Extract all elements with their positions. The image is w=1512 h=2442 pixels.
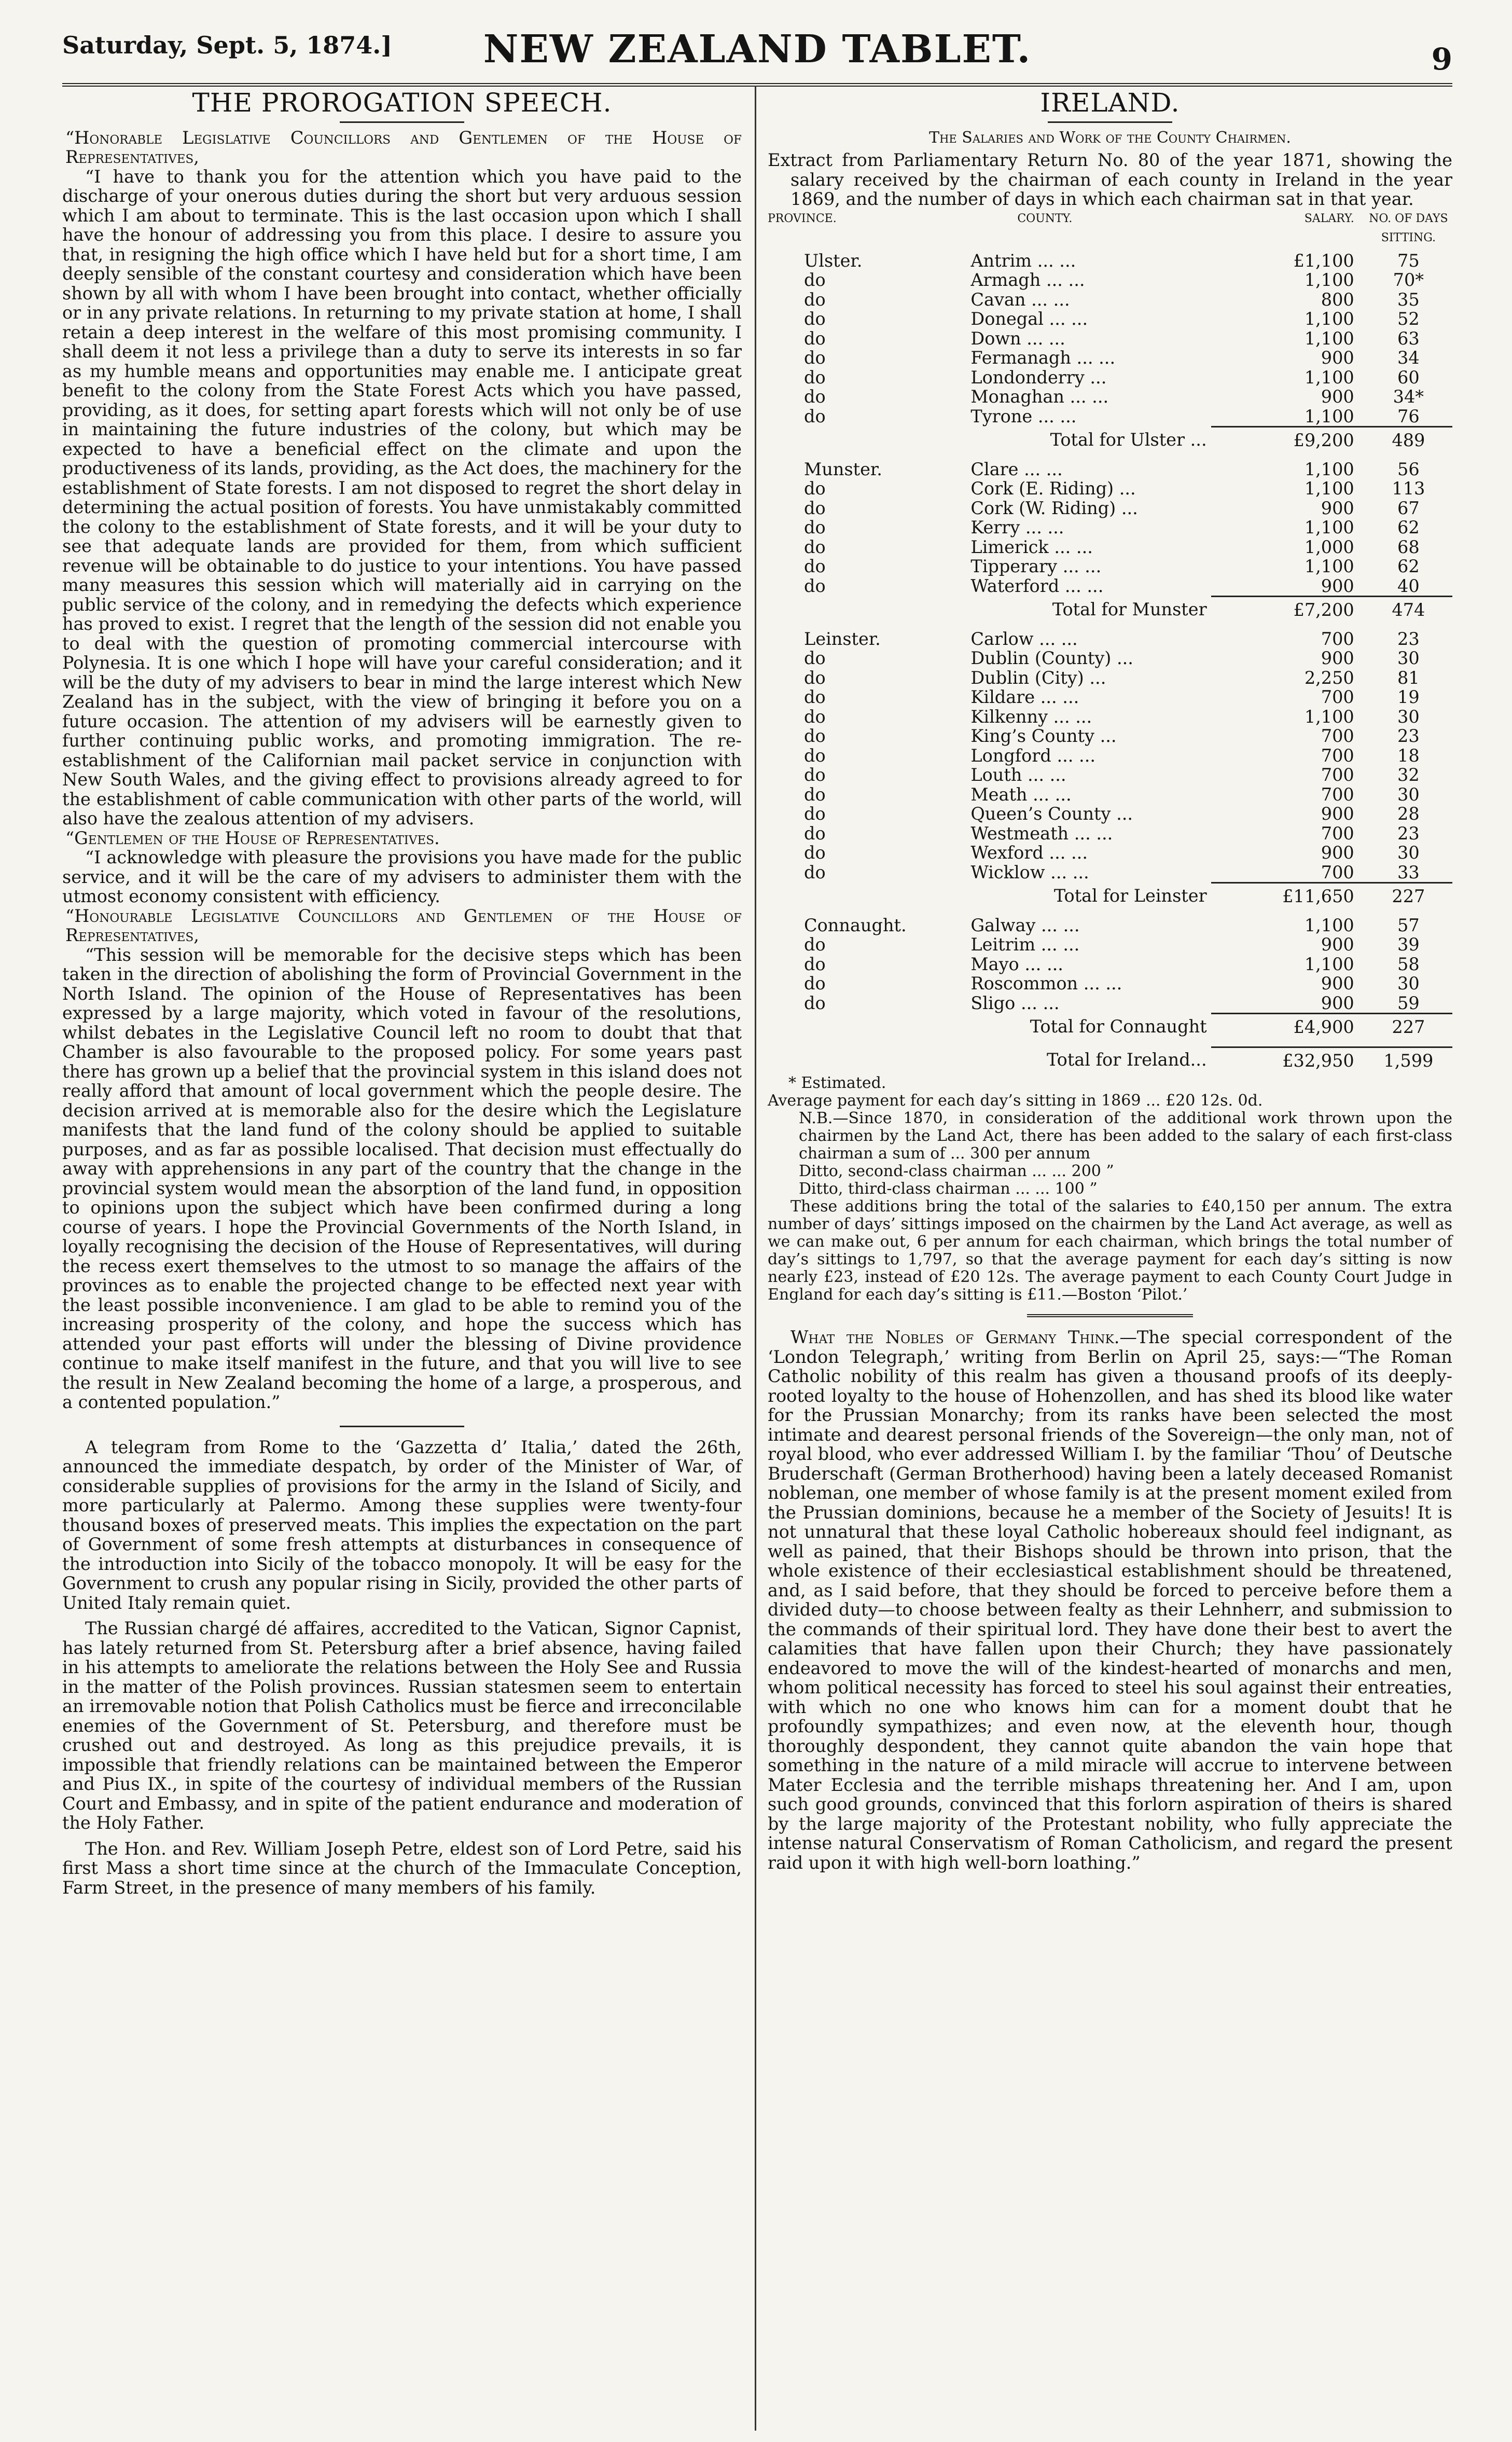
province-cell: do <box>804 498 826 518</box>
province-cell: do <box>804 667 826 688</box>
province-cell: do <box>804 934 826 955</box>
address-councillors-2: “Honourable Legislative Councillors and Gentlemen of the House of Representatives, <box>65 905 742 945</box>
salary-cell: £1,100 <box>1293 250 1354 271</box>
days-cell: 57 <box>1397 915 1420 935</box>
salary-cell: 900 <box>1321 804 1354 824</box>
issue-date: Saturday, Sept. 5, 1874.] <box>62 31 393 59</box>
province-cell: do <box>804 954 826 974</box>
province-cell: do <box>804 706 826 727</box>
table-row <box>768 687 1452 707</box>
days-cell: 56 <box>1397 459 1420 479</box>
province-total-row <box>768 427 1452 460</box>
extract-intro: Extract from Parliamentary Return No. 80 of the year 1871, showing the salary received by the chairman of each county in Ireland in the year 1869, and the number of days in which each chairman sat in that year. <box>768 150 1452 209</box>
address-councillors: “Honorable Legislative Councillors and Gentlemen of the House of Representatives, <box>65 127 742 167</box>
salary-cell: 900 <box>1321 973 1354 994</box>
total-salary: £9,200 <box>1211 427 1365 460</box>
salary-cell: 1,000 <box>1304 536 1354 557</box>
days-cell: 113 <box>1392 478 1425 499</box>
table-row <box>768 994 1452 1014</box>
province-total-row <box>768 1014 1452 1047</box>
province-cell: do <box>804 289 826 310</box>
days-cell: 32 <box>1397 765 1420 785</box>
days-cell: 18 <box>1397 745 1420 766</box>
county-cell: Louth ... ... <box>970 765 1066 785</box>
table-row <box>768 499 1452 518</box>
days-cell: 30 <box>1397 843 1420 863</box>
table-row <box>768 629 1452 649</box>
address-representatives: “Gentlemen of the House of Representatives. <box>65 827 440 848</box>
province-cell: do <box>804 862 826 882</box>
days-cell: 81 <box>1397 667 1420 688</box>
county-cell: Donegal ... ... <box>970 309 1088 329</box>
salary-cell: 700 <box>1321 862 1354 882</box>
table-row <box>768 251 1452 271</box>
days-cell: 30 <box>1397 706 1420 727</box>
days-cell: 76 <box>1397 406 1420 426</box>
salary-cell: 1,100 <box>1304 309 1354 329</box>
masthead <box>62 16 1452 83</box>
county-cell: Wicklow ... ... <box>970 862 1089 882</box>
province-total-row <box>768 597 1452 629</box>
county-cell: Londonderry ... <box>970 367 1107 388</box>
province-cell: do <box>804 406 826 426</box>
table-row <box>768 649 1452 668</box>
county-cell: Dublin (City) ... <box>970 667 1106 688</box>
table-row <box>768 290 1452 310</box>
days-cell: 40 <box>1397 575 1420 596</box>
province-cell: do <box>804 648 826 668</box>
days-cell: 52 <box>1397 309 1420 329</box>
county-cell: Kilkenny ... ... <box>970 706 1092 727</box>
days-cell: 62 <box>1397 517 1420 537</box>
salary-cell: 1,100 <box>1304 367 1354 388</box>
salaries-table <box>768 209 1452 1080</box>
province-cell: do <box>804 556 826 576</box>
table-row <box>768 368 1452 388</box>
county-cell: Limerick ... ... <box>970 536 1093 557</box>
right-column <box>768 88 1452 1873</box>
salary-cell: 1,100 <box>1304 270 1354 290</box>
salary-cell: 700 <box>1321 726 1354 746</box>
province-cell: do <box>804 726 826 746</box>
table-row <box>768 557 1452 576</box>
days-cell: 39 <box>1397 934 1420 955</box>
province-cell: do <box>804 804 826 824</box>
ireland-total-days: 1,599 <box>1365 1047 1452 1080</box>
salary-cell: 1,100 <box>1304 915 1354 935</box>
section-rule <box>1048 121 1172 123</box>
days-cell: 68 <box>1397 536 1420 557</box>
section-rule <box>1027 1314 1193 1317</box>
county-cell: Waterford ... ... <box>970 575 1104 596</box>
ireland-total-salary: £32,950 <box>1211 1047 1365 1080</box>
county-cell: Dublin (County) ... <box>970 648 1133 668</box>
days-cell: 30 <box>1397 973 1420 994</box>
table-row <box>768 765 1452 785</box>
estimated-note: * Estimated. <box>788 1074 886 1092</box>
table-row <box>768 804 1452 824</box>
days-cell: 70* <box>1393 270 1424 290</box>
province-cell: Leinster. <box>804 628 881 649</box>
county-cell: King’s County ... <box>970 726 1117 746</box>
salary-cell: 700 <box>1321 823 1354 844</box>
salary-cell: 1,100 <box>1304 478 1354 499</box>
section-rule <box>340 121 464 123</box>
table-row <box>768 309 1452 329</box>
county-cell: Cavan ... ... <box>970 289 1070 310</box>
county-cell: Clare ... ... <box>970 459 1063 479</box>
days-cell: 59 <box>1397 992 1420 1013</box>
table-row <box>768 537 1452 557</box>
county-cell: Cork (W. Riding) ... <box>970 498 1138 518</box>
total-salary: £4,900 <box>1211 1014 1365 1047</box>
table-row <box>768 387 1452 407</box>
province-cell: do <box>804 328 826 349</box>
speech-paragraph-1: “I have to thank you for the attention which you have paid to the discharge of your onerous duties during the short but very arduous session which I am about to terminate. This is the last occasion upon which I shall have the honour of addressing you from this place. I desire to assure you that, in resigning the high office which I have held but for a short time, I am deeply sensible of the constant courtesy and consideration which have been shown by all with whom I have been brought into contact, whether officially or in any private relations. In returning to my private station at home, I shall retain a deep interest in the welfare of this most promising community. I shall deem it not less a privilege than a duty to serve its interests in so far as my humble means and opportunities may enable me. I anticipate great benefit to the colony from the State Forest Acts which you have passed, providing, as it does, for setting apart forests which will not only be of use in maintaining the future industries of the colony, but which may be expected to have a beneficial effect on the climate and upon the productiveness of its lands, providing, as the Act does, the machinery for the establishment of State forests. I am not disposed to regret the short delay in determining the actual position of forests. You have unmistakably committed the colony to the establishment of State forests, and it will be your duty to see that adequate lands are provided for them, from which sufficient revenue will be obtainable to do justice to your intentions. You have passed many measures this session which will materially aid in carrying on the public service of the colony, and in remedying the defects which experience has proved to exist. I regret that the length of the session did not enable you to deal with the question of promoting commercial intercourse with Polynesia. It is one which I hope will have your careful consideration; and it will be the duty of my advisers to bear in mind the large interest which New Zealand has in the subject, with the view of bringing it before you on a future occasion. The attention of my advisers will be earnestly given to further continuing public works, and promoting immigration. The re-establishment of the Californian mail packet service in conjunction with New South Wales, and the giving effect to provisions already agreed to for the establishment of cable communication with other parts of the world, will also have the zealous attention of my advisers. <box>62 166 742 829</box>
county-cell: Tipperary ... ... <box>970 556 1102 576</box>
province-cell: Connaught. <box>804 915 907 935</box>
germany-lead: What the Nobles of Germany Think. <box>790 1327 1120 1347</box>
masthead-rule <box>62 83 1452 87</box>
table-row <box>768 726 1452 746</box>
table-row <box>768 460 1452 479</box>
county-cell: Meath ... ... <box>970 784 1072 805</box>
province-cell: do <box>804 270 826 290</box>
salary-cell: 800 <box>1321 289 1354 310</box>
table-row <box>768 407 1452 427</box>
province-cell: do <box>804 992 826 1013</box>
province-cell: do <box>804 367 826 388</box>
county-cell: Kildare ... ... <box>970 687 1079 707</box>
salary-cell: 1,100 <box>1304 706 1354 727</box>
county-cell: Tyrone ... ... <box>970 406 1077 426</box>
salary-cell: 1,100 <box>1304 556 1354 576</box>
table-row <box>768 935 1452 955</box>
salary-cell: 900 <box>1321 387 1354 407</box>
total-label: Total for Ulster ... <box>1050 429 1207 450</box>
salary-cell: 700 <box>1321 687 1354 707</box>
province-cell: do <box>804 575 826 596</box>
col-county: COUNTY. <box>1017 212 1073 225</box>
page-number: 9 <box>1431 42 1452 77</box>
table-row <box>768 955 1452 974</box>
russian-charge-paragraph: The Russian chargé dé affaires, accredited to the Vatican, Signor Capnist, has lately returned from St. Petersburg after a brief absence, having failed in his attempts to ameliorate the relations between the Holy See and Russia in the matter of the Polish provinces. Russian statesmen seem to entertain an irremovable notion that Polish Catholics must be fierce and irreconcilable enemies of the Government of St. Petersburg, and therefore must be crushed out and destroyed. As long as this prejudice prevails, it is impossible that friendly relations can be maintained between the Emperor and Pius IX., in spite of the courtesy of individual members of the Russian Court and Embassy, and in spite of the patient endurance and moderation of the Holy Father. <box>62 1618 742 1833</box>
salary-cell: 900 <box>1321 934 1354 955</box>
county-cell: Queen’s County ... <box>970 804 1133 824</box>
days-cell: 34 <box>1397 348 1420 368</box>
province-cell: do <box>804 765 826 785</box>
county-cell: Monaghan ... ... <box>970 387 1109 407</box>
total-days: 474 <box>1365 597 1452 629</box>
days-cell: 19 <box>1397 687 1420 707</box>
county-cell: Westmeath ... ... <box>970 823 1113 844</box>
ireland-total-label: Total for Ireland... <box>1046 1050 1207 1070</box>
germany-paragraph <box>768 1328 1452 1872</box>
total-days: 227 <box>1365 883 1452 916</box>
province-cell: do <box>804 784 826 805</box>
table-row <box>768 707 1452 727</box>
salary-cell: 1,100 <box>1304 328 1354 349</box>
table-row <box>768 348 1452 368</box>
province-total-row <box>768 883 1452 916</box>
total-days: 489 <box>1365 427 1452 460</box>
province-cell: Ulster. <box>804 250 863 271</box>
table-row <box>768 479 1452 499</box>
province-cell: do <box>804 843 826 863</box>
ditto-second: Ditto, second-class chairman ... ... 200 ” <box>799 1162 1114 1180</box>
county-cell: Roscommon ... ... <box>970 973 1122 994</box>
county-cell: Antrim ... ... <box>970 250 1076 271</box>
table-row <box>768 746 1452 766</box>
prorogation-heading: THE PROROGATION SPEECH. <box>192 88 612 118</box>
newspaper-title: NEW ZEALAND TABLET. <box>483 27 1032 72</box>
province-cell: do <box>804 823 826 844</box>
county-cell: Longford ... ... <box>970 745 1095 766</box>
province-cell: do <box>804 973 826 994</box>
table-row <box>768 863 1452 883</box>
ireland-heading: IRELAND. <box>1040 88 1180 118</box>
salary-cell: 900 <box>1321 575 1354 596</box>
days-cell: 63 <box>1397 328 1420 349</box>
salary-cell: 900 <box>1321 498 1354 518</box>
days-cell: 33 <box>1397 862 1420 882</box>
germany-text: —The special correspondent of the ‘London Telegraph,’ writing from Berlin on April 25, says:—“The Roman Catholic nobility of this realm has given a thousand proofs of its deeply-rooted loyalty to the house of Hohenzollen, and has shed its blood like water for the Prussian Monarchy; from its ranks have been selected the most intimate and dearest personal friends of the Sovereign—the only man, not of royal blood, who ever addressed William I. by the familiar ‘Thou’ of Deutsche Bruderschaft (German Brotherhood) having been a lately deceased Romanist nobleman, one member of whose family is at the present moment exiled from the Prussian dominions, because he a member of the Society of Jesuits! It is not unnatural that these loyal Catholic hobereaux should feel indignant, as well as pained, that their Bishops should be thrown into prison, that the whole existence of their ecclesiastical establishment should be threatened, and, as I said before, that they should be forced to perceive before them a divided duty—to choose between fealty as their Lehnherr, and submission to the commands of their spiritual lord. They have done their best to avert the calamities that have fallen upon their Church; they have passionately endeavored to move the will of the kindest-hearted of monarchs and men, whom political necessity has forced to steel his soul against their entreaties, with which no one who knows him can for a moment doubt that he profoundly sympathizes; and even now, at the eleventh hour, though thoroughly despondent, they cannot quite abandon the vain hope that something in the nature of a mild miracle will accrue to intervene between Mater Ecclesia and the terrible mishaps threatening her. And I am, upon such good grounds, convinced that this forlorn aspiration of theirs is shared by the large majority of the Protestant nobility, who fully appreciate the intense natural Conservatism of Roman Catholicism, and regard the present raid upon it with high well-born loathing.” <box>768 1327 1452 1873</box>
total-salary: £11,650 <box>1211 883 1365 916</box>
days-cell: 34* <box>1393 387 1424 407</box>
province-cell: do <box>804 687 826 707</box>
county-cell: Mayo ... ... <box>970 954 1063 974</box>
petre-paragraph: The Hon. and Rev. William Joseph Petre, eldest son of Lord Petre, said his first Mass a short time since at the church of the Immaculate Conception, Farm Street, in the presence of many members of his family. <box>62 1838 742 1898</box>
county-cell: Leitrim ... ... <box>970 934 1080 955</box>
province-cell: Munster. <box>804 459 882 479</box>
col-days: NO. OF DAYS SITTING. <box>1369 212 1448 244</box>
province-cell: do <box>804 309 826 329</box>
province-cell: do <box>804 348 826 368</box>
salary-cell: 700 <box>1321 784 1354 805</box>
county-cell: Down ... ... <box>970 328 1065 349</box>
days-cell: 58 <box>1397 954 1420 974</box>
table-row <box>768 576 1452 597</box>
salaries-subheading: The Salaries and Work of the County Chairmen. <box>929 128 1291 147</box>
column-divider <box>755 86 756 2431</box>
province-cell: do <box>804 536 826 557</box>
county-cell: Wexford ... ... <box>970 843 1088 863</box>
salary-cell: 900 <box>1321 992 1354 1013</box>
county-cell: Fermanagh ... ... <box>970 348 1116 368</box>
days-cell: 75 <box>1397 250 1420 271</box>
county-cell: Galway ... ... <box>970 915 1080 935</box>
salary-cell: 700 <box>1321 745 1354 766</box>
average-payment: Average payment for each day’s sitting in 1869 ... £20 12s. 0d. <box>768 1092 1263 1110</box>
days-cell: 23 <box>1397 628 1420 649</box>
province-cell: do <box>804 517 826 537</box>
salary-cell: 1,100 <box>1304 459 1354 479</box>
days-cell: 23 <box>1397 823 1420 844</box>
salary-cell: 1,100 <box>1304 954 1354 974</box>
salary-cell: 900 <box>1321 843 1354 863</box>
salary-cell: 900 <box>1321 648 1354 668</box>
county-cell: Cork (E. Riding) ... <box>970 478 1136 499</box>
county-cell: Kerry ... ... <box>970 517 1064 537</box>
total-label: Total for Connaught <box>1030 1016 1207 1037</box>
province-cell: do <box>804 387 826 407</box>
col-salary: SALARY. <box>1304 212 1354 225</box>
col-province: PROVINCE. <box>768 212 837 225</box>
salary-cell: 1,100 <box>1304 406 1354 426</box>
section-rule <box>340 1426 464 1427</box>
table-row <box>768 824 1452 844</box>
province-cell: do <box>804 478 826 499</box>
table-row <box>768 329 1452 349</box>
county-cell: Armagh ... ... <box>970 270 1085 290</box>
table-row <box>768 518 1452 537</box>
table-row <box>768 270 1452 290</box>
days-cell: 28 <box>1397 804 1420 824</box>
days-cell: 30 <box>1397 648 1420 668</box>
days-cell: 60 <box>1397 367 1420 388</box>
table-row <box>768 843 1452 863</box>
days-cell: 23 <box>1397 726 1420 746</box>
telegram-paragraph: A telegram from Rome to the ‘Gazzetta d’ Italia,’ dated the 26th, announced the immediate despatch, by order of the Minister of War, of considerable supplies of provisions for the army in the Island of Sicily, and more particularly at Palermo. Among these supplies were twenty-four thousand boxes of preserved meats. This implies the expectation on the part of Government of some fresh attempts at disturbances in consequence of the introduction into Sicily of the tobacco monopoly. It will be easy for the Government to crush any popular rising in Sicily, provided the other parts of United Italy remain quiet. <box>62 1437 742 1613</box>
days-cell: 62 <box>1397 556 1420 576</box>
ditto-third: Ditto, third-class chairman ... ... 100 ” <box>799 1180 1098 1198</box>
days-cell: 30 <box>1397 784 1420 805</box>
table-row <box>768 974 1452 994</box>
table-row <box>768 668 1452 688</box>
salary-cell: 900 <box>1321 348 1354 368</box>
closing-paragraph: These additions bring the total of the salaries to £40,150 per annum. The extra number of days’ sittings imposed on the chairmen by the Land Act average, as well as we can make out, 6 per annum for each chairman, which brings the total number of day’s sittings to 1,797, so that the average payment for each day’s sitting is now nearly £23, instead of £20 12s. The average payment to each County Court Judge in England for each day’s sitting is £11.—Boston ‘Pilot.’ <box>768 1197 1452 1304</box>
salary-cell: 2,250 <box>1304 667 1354 688</box>
days-cell: 35 <box>1397 289 1420 310</box>
total-label: Total for Munster <box>1052 599 1207 619</box>
salary-cell: 1,100 <box>1304 517 1354 537</box>
table-row <box>768 916 1452 935</box>
speech-paragraph-2: “I acknowledge with pleasure the provisions you have made for the public service, and it will be the care of my advisers to administer them with the utmost economy consistent with efficiency. <box>62 847 742 906</box>
days-cell: 67 <box>1397 498 1420 518</box>
total-days: 227 <box>1365 1014 1452 1047</box>
salary-cell: 700 <box>1321 765 1354 785</box>
total-salary: £7,200 <box>1211 597 1365 629</box>
nb-note: N.B.—Since 1870, in consideration of the additional work thrown upon the chairmen by the Land Act, there has been added to the salary of each first-class chairman a sum of ... 300 per annum <box>799 1109 1452 1163</box>
table-row <box>768 785 1452 805</box>
county-cell: Sligo ... ... <box>970 992 1060 1013</box>
left-column <box>62 88 742 1898</box>
speech-paragraph-3: “This session will be memorable for the decisive steps which has been taken in the direction of abolishing the form of Provincial Government in the North Island. The opinion of the House of Representatives has been expressed by a large majority, which voted in favour of the resolutions, whilst debates in the Legislative Council left no room to doubt that that Chamber is also favourable to the proposed policy. For some years past there has grown up a belief that the provincial system in this island does not really afford that amount of local government which the people desire. The decision arrived at is memorable also for the desire which the Legislature manifests that the land fund of the colony should be applied to suitable purposes, and as far as possible localised. That decision must effectually do away with apprehensions in any part of the country that the change in the provincial system would mean the absorption of the land fund, in opposition to opinions upon the subject which have been confirmed during a long course of years. I hope the Provincial Governments of the North Island, in loyally recognising the decision of the House of Representatives, will during the recess exert themselves to the utmost to so manage the affairs of the provinces as to enable the projected change to be effected next year with the least possible inconvenience. I am glad to be able to remind you of the increasing prosperity of the colony, and hope the success which has attended your past efforts will under the blessing of Divine providence continue to make itself manifest in the future, and that you will live to see the result in New Zealand becoming the home of a large, a prosperous, and a contented population.” <box>62 944 742 1412</box>
salary-cell: 700 <box>1321 628 1354 649</box>
total-label: Total for Leinster <box>1053 885 1207 906</box>
county-cell: Carlow ... ... <box>970 628 1078 649</box>
province-cell: do <box>804 745 826 766</box>
